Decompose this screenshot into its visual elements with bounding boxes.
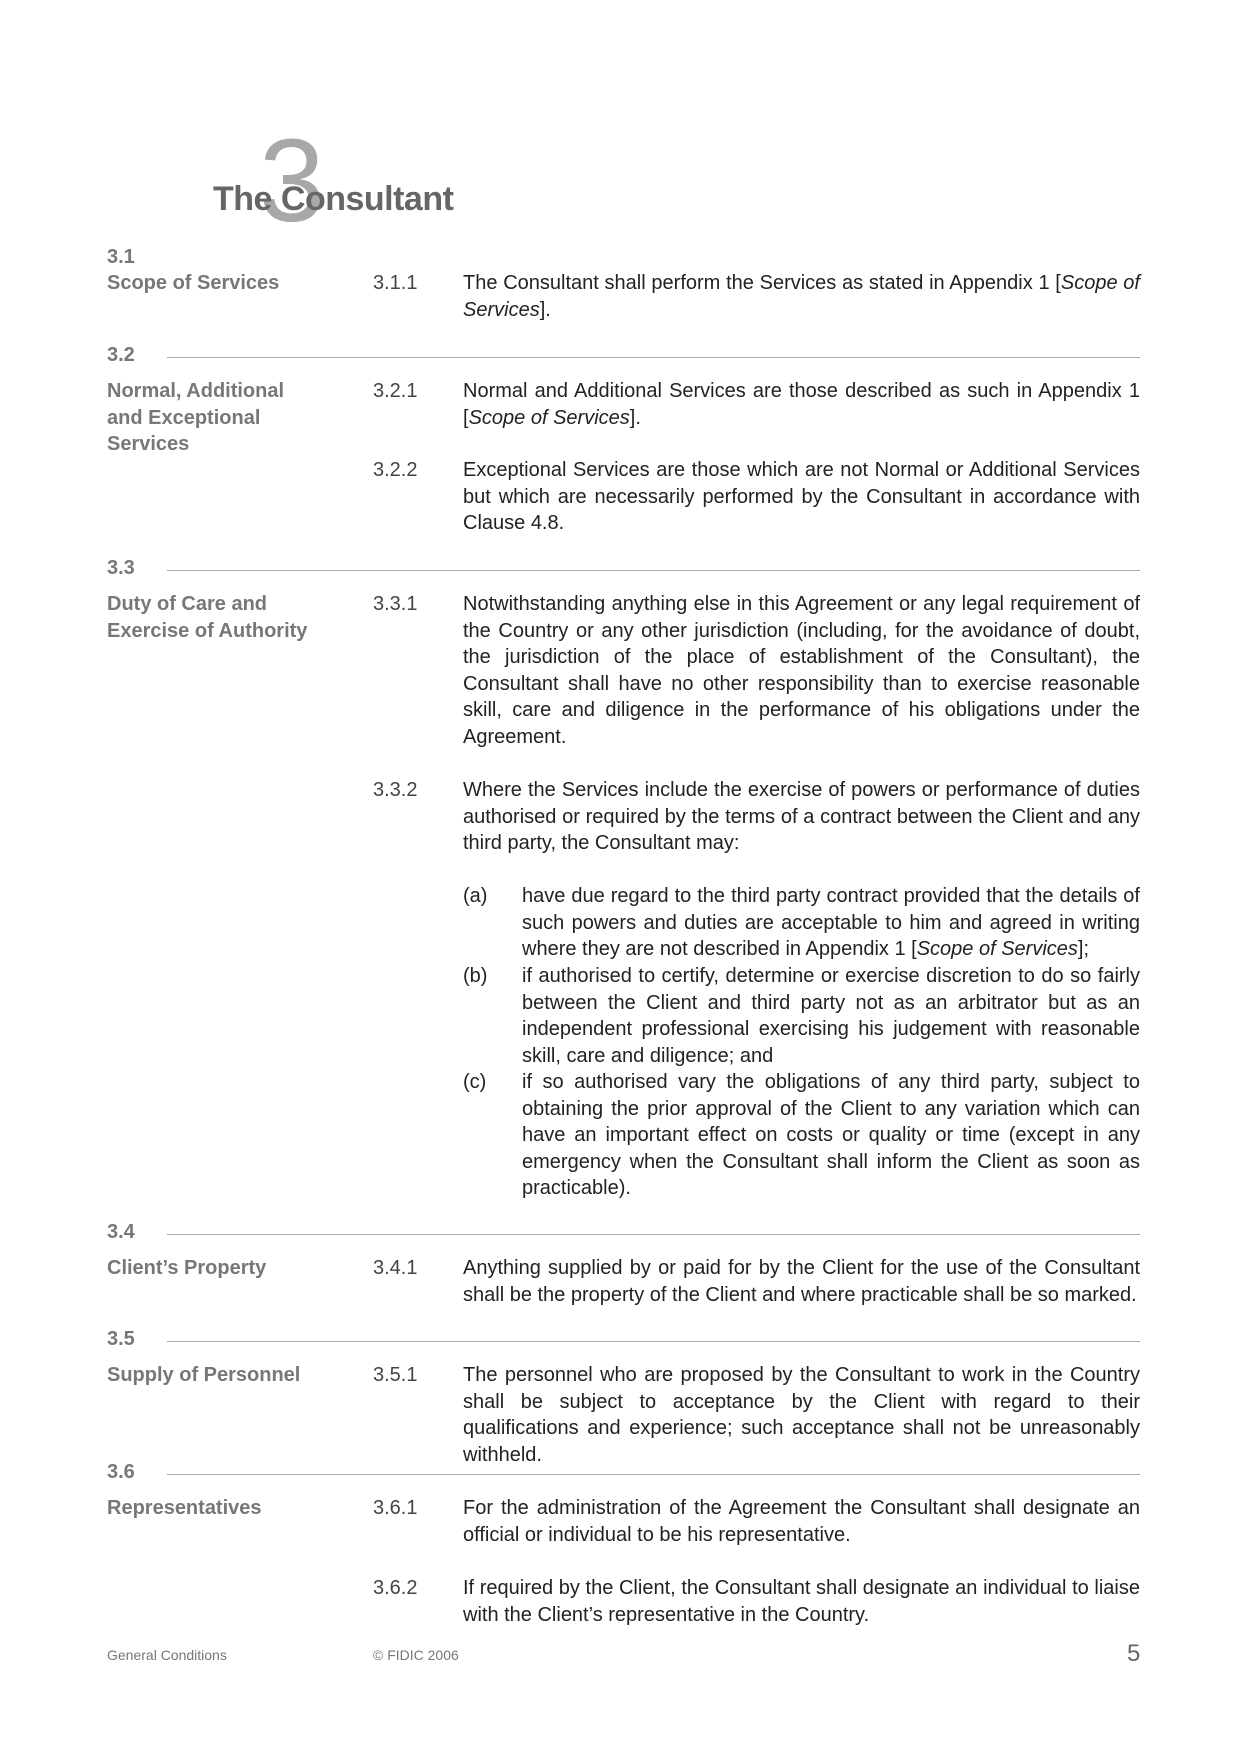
section-label: Duty of Care and Exercise of Authority (107, 593, 308, 642)
section-label: Normal, Additional and Exceptional Services (107, 380, 285, 455)
chapter-title: The Consultant (213, 180, 454, 218)
page-number: 5 (1127, 1640, 1141, 1667)
list-item-text: if so authorised vary the obligations of any third party, subject to obtaining the prior approval of the Client to any variation which can have an important effect on costs or quality or time (except in any emergency when the Consultant shall inform the Client as soon as practicable). (522, 1071, 1140, 1199)
clause-number: 3.3.2 (373, 779, 418, 801)
list-item-letter: (c) (463, 1071, 487, 1093)
section-number: 3.5 (107, 1328, 135, 1350)
section-number: 3.6 (107, 1461, 135, 1483)
clause-text: Notwithstanding anything else in this Agreement or any legal requirement of the Country or any other jurisdiction (including, for the avoidance of doubt, the jurisdiction of the place of establishment of the Consultant), the Consultant shall have no other responsibility than to exercise reasonable skill, care and diligence in the performance of his obligations under the Agreement. (463, 593, 1140, 748)
clause-number: 3.6.1 (373, 1497, 418, 1519)
list-item-letter: (b) (463, 965, 488, 987)
section-divider (167, 1474, 1140, 1475)
section-number: 3.2 (107, 344, 135, 366)
clause-number: 3.1.1 (373, 272, 418, 294)
chapter-heading (213, 115, 613, 247)
section-divider (167, 1341, 1140, 1342)
section-divider (167, 1234, 1140, 1235)
section-label: Supply of Personnel (107, 1364, 301, 1386)
section-label: Scope of Services (107, 272, 280, 294)
section-divider (167, 357, 1140, 358)
clause-text: The Consultant shall perform the Services as stated in Appendix 1 [Scope of Services]. (463, 272, 1140, 321)
list-item-text: have due regard to the third party contract provided that the details of such powers and duties are acceptable to him and agreed in writing where they are not described in Appendix 1 [Scope of Services]; (522, 885, 1140, 960)
clause-text: Normal and Additional Services are those described as such in Appendix 1 [Scope of Services]. (463, 380, 1140, 429)
section-number: 3.3 (107, 557, 135, 579)
clause-text: For the administration of the Agreement the Consultant shall designate an official or individual to be his representative. (463, 1497, 1140, 1546)
clause-number: 3.3.1 (373, 593, 418, 615)
clause-number: 3.5.1 (373, 1364, 418, 1386)
section-label: Representatives (107, 1497, 262, 1519)
footer-document-name: General Conditions (107, 1647, 227, 1663)
clause-text: Where the Services include the exercise of powers or performance of duties authorised or required by the terms of a contract between the Client and any third party, the Consultant may: (463, 779, 1140, 854)
section-label: Client’s Property (107, 1257, 267, 1279)
clause-number: 3.2.1 (373, 380, 418, 402)
section-number: 3.1 (107, 246, 135, 268)
clause-number: 3.2.2 (373, 459, 418, 481)
clause-number: 3.4.1 (373, 1257, 418, 1279)
clause-text: Exceptional Services are those which are not Normal or Additional Services but which are necessarily performed by the Consultant in accordance with Clause 4.8. (463, 459, 1140, 534)
chapter-number: 3 (259, 115, 325, 247)
clause-text: If required by the Client, the Consultant shall designate an individual to liaise with the Client’s representative in the Country. (463, 1577, 1140, 1626)
footer-copyright: © FIDIC 2006 (373, 1647, 459, 1663)
section-divider (167, 570, 1140, 571)
list-item-letter: (a) (463, 885, 488, 907)
clause-number: 3.6.2 (373, 1577, 418, 1599)
section-number: 3.4 (107, 1221, 135, 1243)
list-item-text: if authorised to certify, determine or exercise discretion to do so fairly between the Client and third party not as an arbitrator but as an independent professional exercising his judgement with reasonable skill, care and diligence; and (522, 965, 1140, 1067)
clause-text: The personnel who are proposed by the Consultant to work in the Country shall be subject to acceptance by the Client with regard to their qualifications and experience; such acceptance shall not be unreasonably withheld. (463, 1364, 1140, 1466)
clause-text: Anything supplied by or paid for by the Client for the use of the Consultant shall be the property of the Client and where practicable shall be so marked. (463, 1257, 1140, 1306)
